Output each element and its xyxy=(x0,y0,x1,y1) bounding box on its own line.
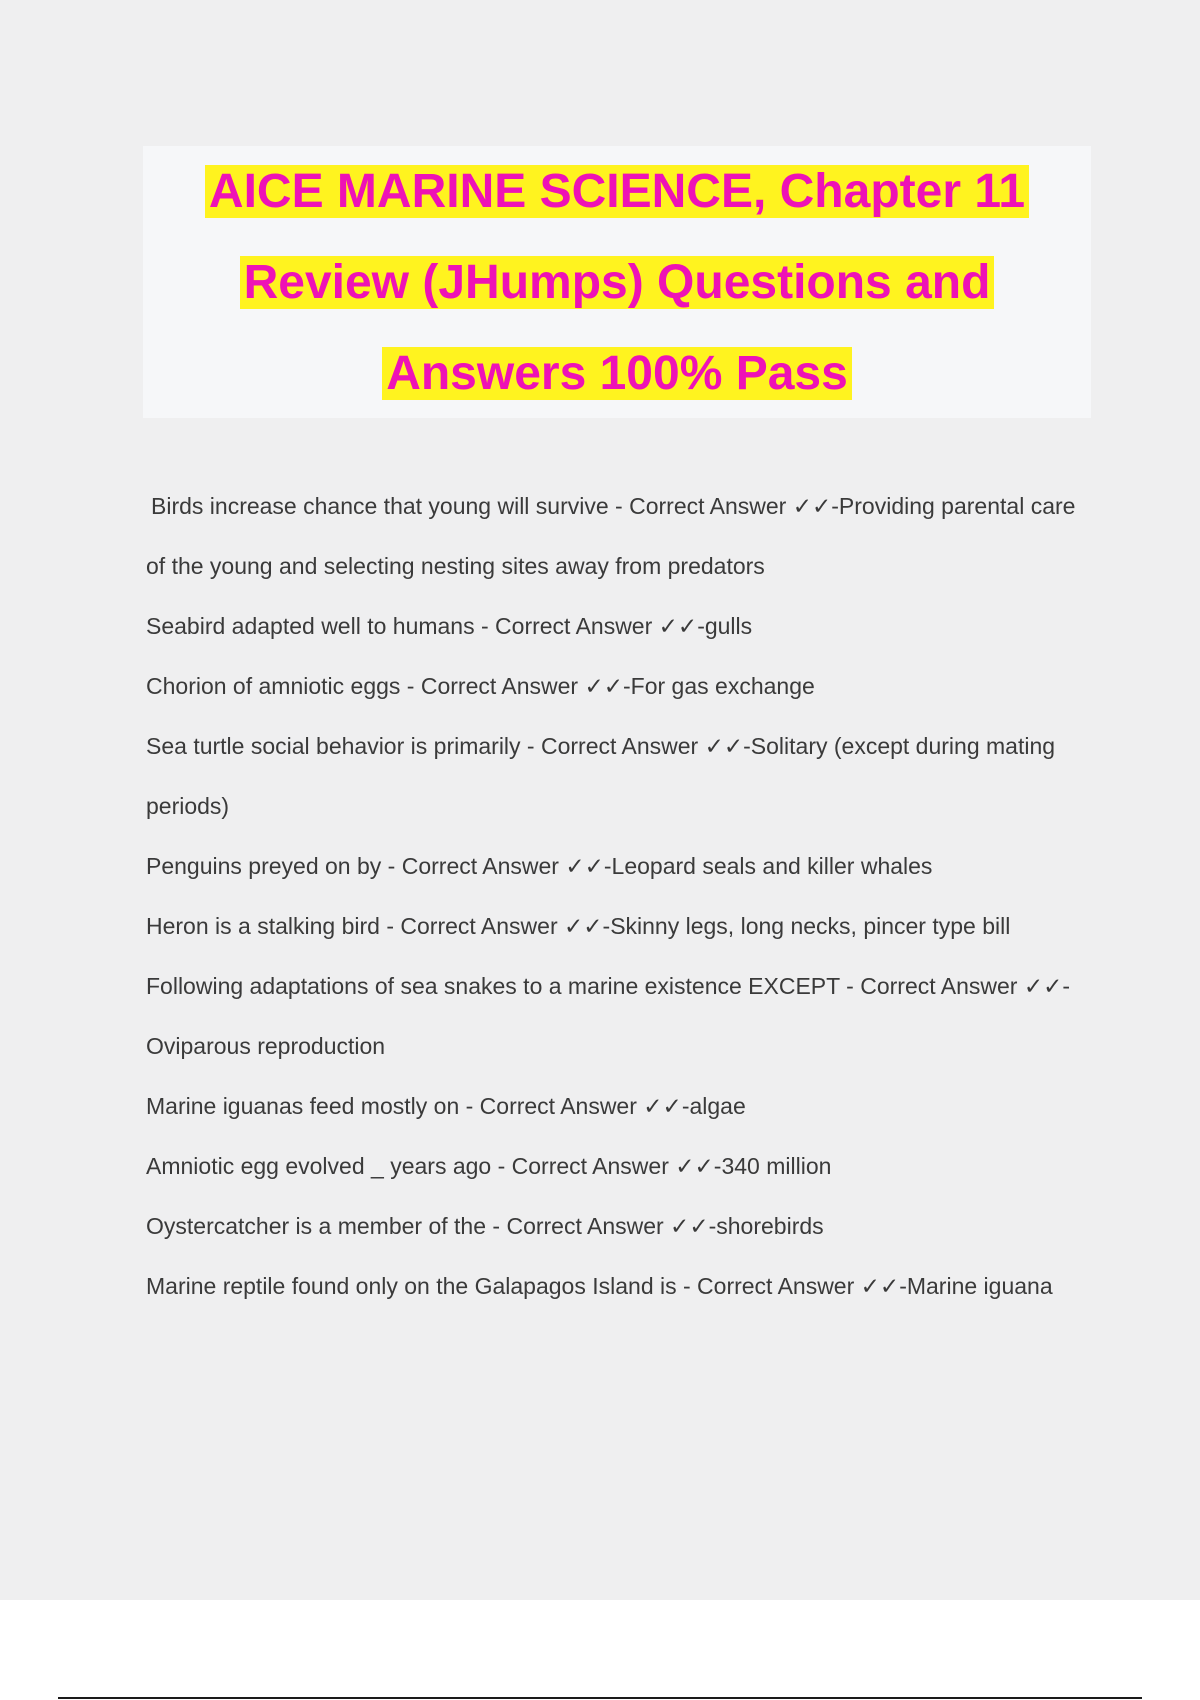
document-title xyxy=(143,146,1091,419)
qa-item: Marine reptile found only on the Galapagos Island is - Correct Answer ✓✓-Marine iguana xyxy=(146,1273,1053,1299)
qa-list xyxy=(146,476,1086,1316)
qa-item: Birds increase chance that young will survive - Correct Answer ✓✓-Providing parental care of the young and selecting nesting sites away from predators xyxy=(146,493,1076,579)
qa-item: Amniotic egg evolved _ years ago - Correct Answer ✓✓-340 million xyxy=(146,1153,832,1179)
qa-item: Sea turtle social behavior is primarily - Correct Answer ✓✓-Solitary (except during mating periods) xyxy=(146,733,1056,819)
footer-divider xyxy=(58,1697,1142,1699)
qa-item: Heron is a stalking bird - Correct Answer ✓✓-Skinny legs, long necks, pincer type bill xyxy=(146,913,1011,939)
title-block xyxy=(143,146,1091,418)
qa-item: Marine iguanas feed mostly on - Correct Answer ✓✓-algae xyxy=(146,1093,746,1119)
qa-item: Seabird adapted well to humans - Correct Answer ✓✓-gulls xyxy=(146,613,753,639)
title-line-3: Answers 100% Pass xyxy=(382,347,852,400)
qa-item: Penguins preyed on by - Correct Answer ✓✓-Leopard seals and killer whales xyxy=(146,853,933,879)
qa-item: Oystercatcher is a member of the - Correct Answer ✓✓-shorebirds xyxy=(146,1213,824,1239)
qa-item: Following adaptations of sea snakes to a marine existence EXCEPT - Correct Answer ✓✓-Oviparous reproduction xyxy=(146,973,1071,1059)
title-line-2: Review (JHumps) Questions and xyxy=(240,256,995,309)
qa-item: Chorion of amniotic eggs - Correct Answer ✓✓-For gas exchange xyxy=(146,673,815,699)
title-line-1: AICE MARINE SCIENCE, Chapter 11 xyxy=(205,165,1029,218)
